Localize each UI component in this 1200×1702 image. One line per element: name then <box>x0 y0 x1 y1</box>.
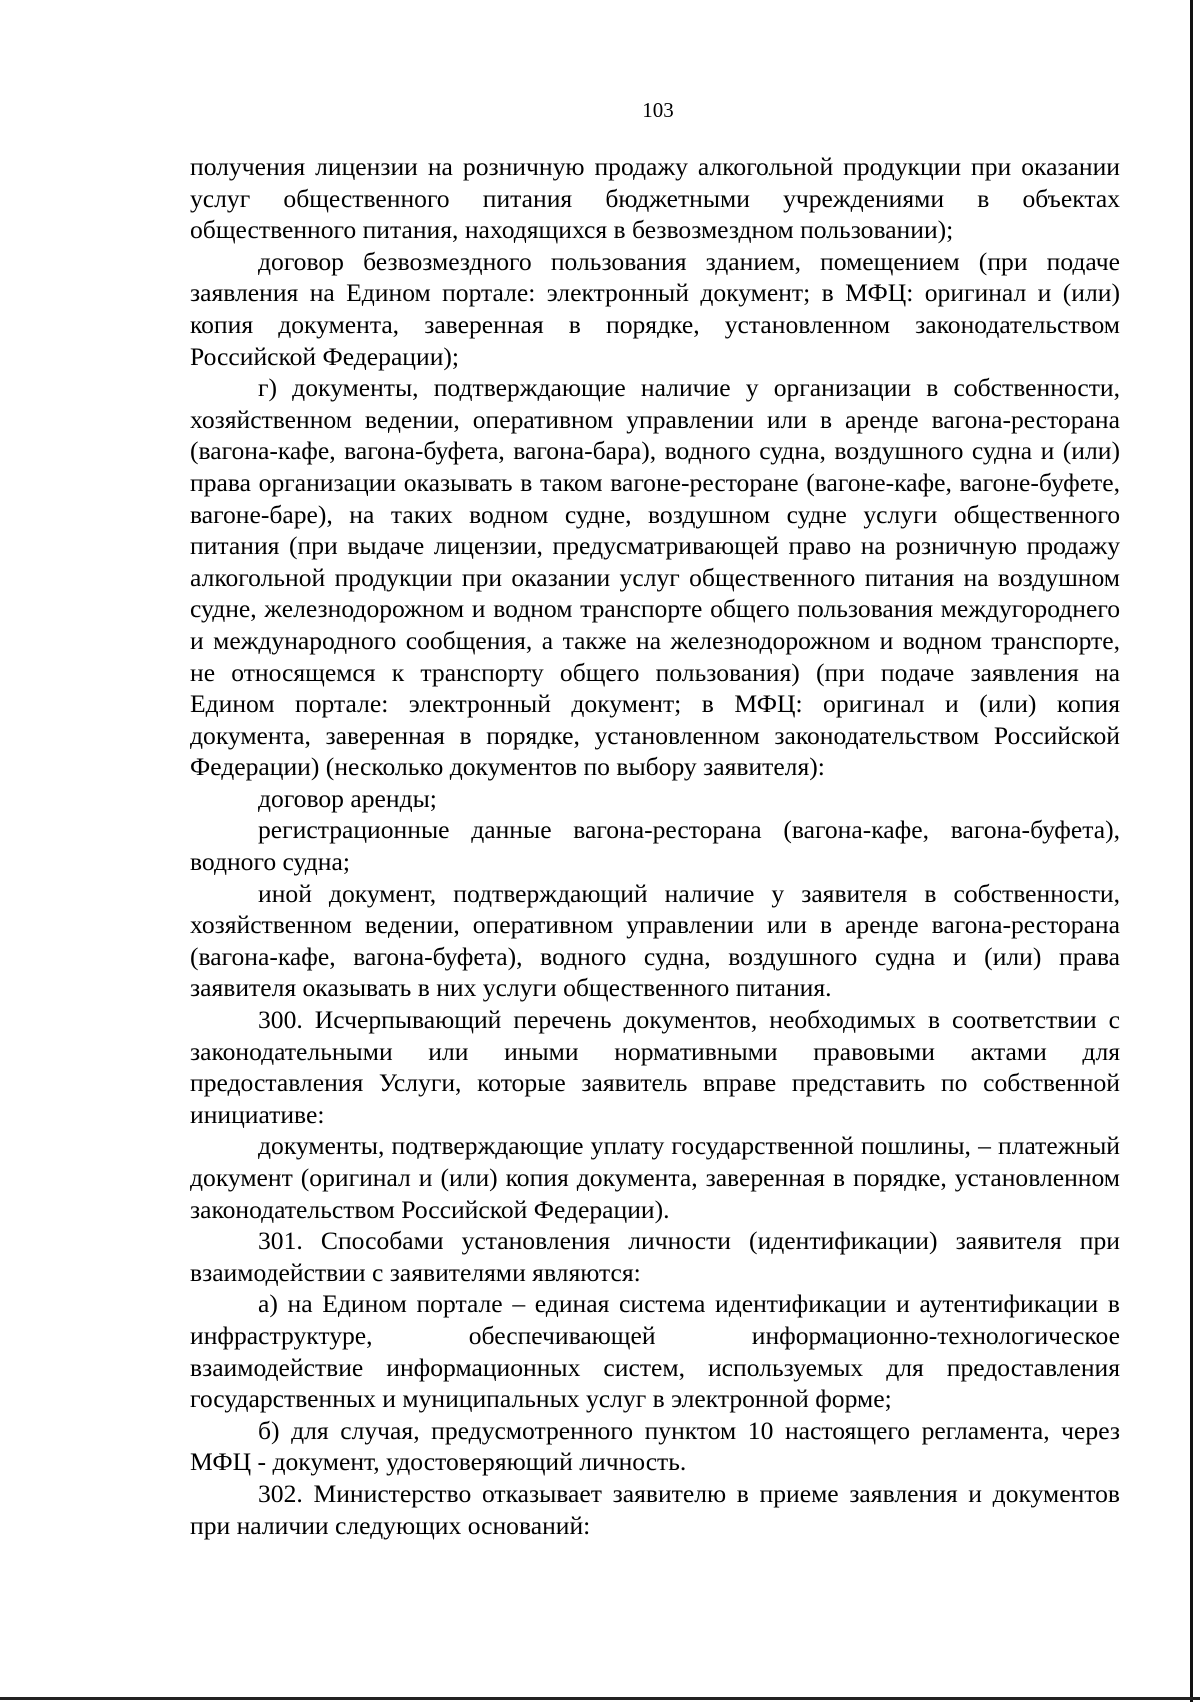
paragraph-other-document: иной документ, подтверждающий наличие у заявителя в собственности, хозяйственном ведении, оперативном управлении или в аренде вагона-ресторана (вагона-кафе, вагона-буфета), водного судна, воздушного судна и (или) права заявителя оказывать в них услуги общественного питания. <box>190 878 1120 1003</box>
paragraph-continuation: получения лицензии на розничную продажу алкогольной продукции при оказании услуг общественного питания бюджетными учреждениями в объектах общественного питания, находящихся в безвозмездном пользовании); <box>190 152 1120 245</box>
paragraph-302: 302. Министерство отказывает заявителю в приеме заявления и документов при наличии следующих оснований: <box>190 1478 1120 1540</box>
paragraph-lease-contract: договор аренды; <box>258 783 437 813</box>
paragraph-registration-data: регистрационные данные вагона-ресторана (вагона-кафе, вагона-буфета), водного судна; <box>190 815 1120 877</box>
paragraph-item-b: б) для случая, предусмотренного пунктом 10 настоящего регламента, через МФЦ - документ, удостоверяющий личность. <box>190 1415 1120 1477</box>
paragraph-fee-documents: документы, подтверждающие уплату государственной пошлины, – платежный документ (оригинал и (или) копия документа, заверенная в порядке, установленном законодательством Российской Федерации). <box>190 1131 1120 1224</box>
paragraph-item-g: г) документы, подтверждающие наличие у организации в собственности, хозяйственном ведении, оперативном управлении или в аренде вагона-ресторана (вагона-кафе, вагона-буфета, вагона-бара), водного судна, воздушного судна и (или) права организации оказывать в таком вагоне-ресторане (вагоне-кафе, вагоне-буфете, вагоне-баре), на таких водном судне, воздушном судне услуги общественного питания (при выдаче лицензии, предусматривающей право на розничную продажу алкогольной продукции при оказании услуг общественного питания на воздушном судне, железнодорожном и водном транспорте общего пользования междугороднего и международного сообщения, а также на железнодорожном и водном транспорте, не относящемся к транспорту общего пользования) (при подаче заявления на Едином портале: электронный документ; в МФЦ: оригинал и (или) копия документа, заверенная в порядке, установленном законодательством Российской Федерации) (несколько документов по выбору заявителя): <box>190 373 1120 782</box>
page-number: 103 <box>642 98 674 122</box>
scan-edge-bottom <box>0 1697 1200 1700</box>
paragraph-300: 300. Исчерпывающий перечень документов, необходимых в соответствии с законодательными или иными нормативными правовыми актами для предоставления Услуги, которые заявитель вправе представить по собственной инициативе: <box>190 1005 1120 1129</box>
paragraph-item-a: а) на Едином портале – единая система идентификации и аутентификации в инфраструктуре, обеспечивающей информационно-технологическое взаимодействие информационных систем, используемых для предоставления государственных и муниципальных услуг в электронной форме; <box>190 1289 1120 1414</box>
document-page <box>190 96 1120 1541</box>
paragraph-301: 301. Способами установления личности (идентификации) заявителя при взаимодействии с заявителями являются: <box>190 1226 1120 1287</box>
scan-edge-right <box>1190 0 1193 1702</box>
paragraph-free-use-contract: договор безвозмездного пользования зданием, помещением (при подаче заявления на Едином портале: электронный документ; в МФЦ: оригинал и (или) копия документа, заверенная в порядке, установленном законодательством Российской Федерации); <box>190 246 1120 371</box>
